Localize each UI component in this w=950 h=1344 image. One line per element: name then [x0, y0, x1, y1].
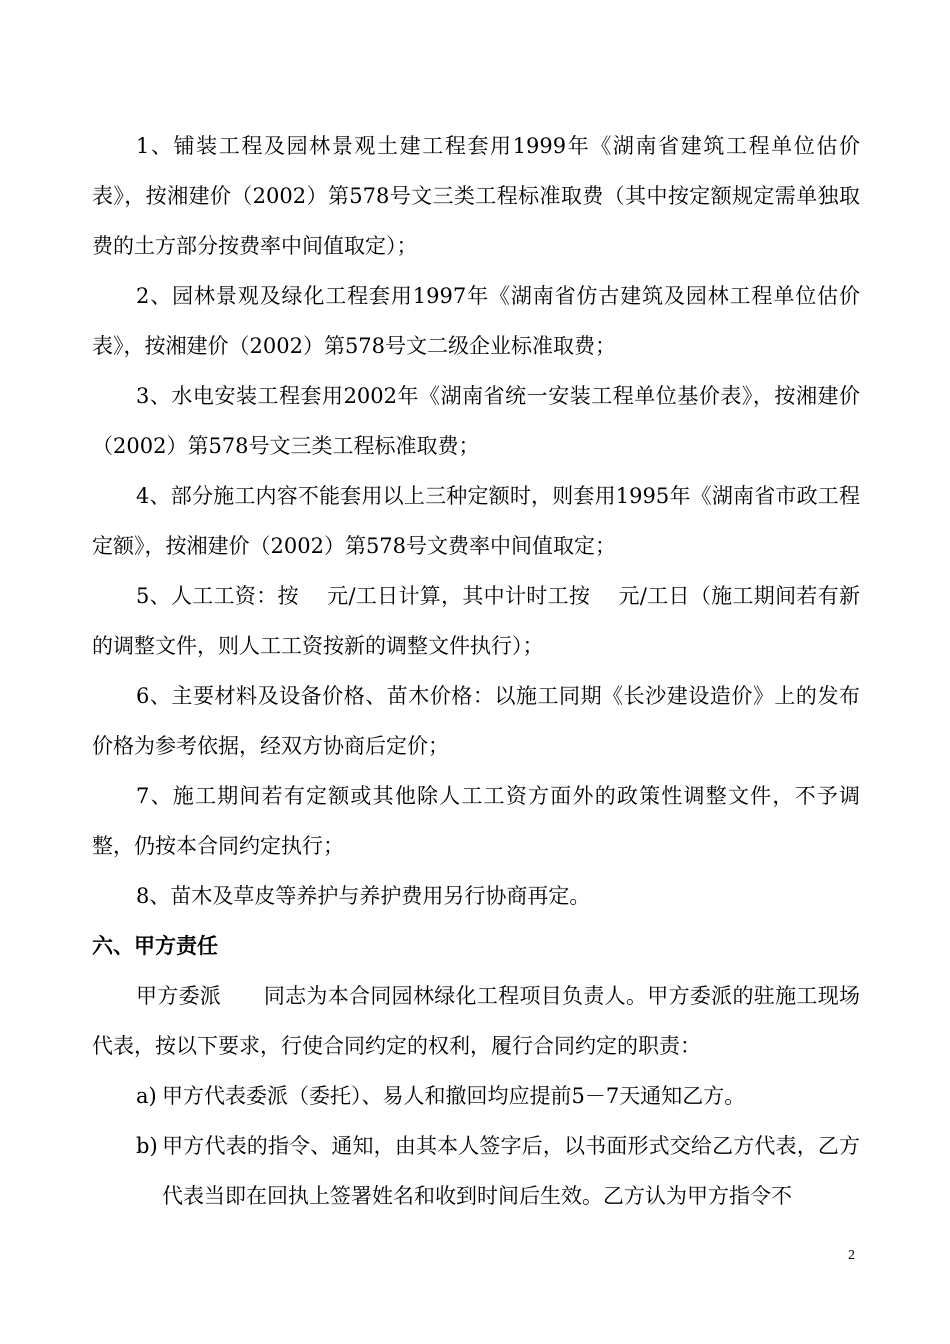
- document-body: [92, 121, 860, 1221]
- list-item-b: [92, 1121, 860, 1221]
- paragraph-4: 4、部分施工内容不能套用以上三种定额时，则套用1995年《湖南省市政工程定额》，按湘建价（2002）第578号文费率中间值取定；: [92, 484, 860, 558]
- list-item-text: 甲方代表的指令、通知，由其本人签字后，以书面形式交给乙方代表，乙方代表当即在回执上签署姓名和收到时间后生效。乙方认为甲方指令不: [162, 1134, 860, 1208]
- list-item-a: [92, 1071, 860, 1121]
- paragraph-8: 8、苗木及草皮等养护与养护费用另行协商再定。: [136, 884, 591, 908]
- paragraph-6: 6、主要材料及设备价格、苗木价格：以施工同期《长沙建设造价》上的发布价格为参考依据，经双方协商后定价；: [92, 684, 860, 758]
- paragraph-5: 5、人工工资：按 元/工日计算，其中计时工按 元/工日（施工期间若有新的调整文件，则人工工资按新的调整文件执行）；: [92, 584, 860, 658]
- paragraph-3: 3、水电安装工程套用2002年《湖南省统一安装工程单位基价表》，按湘建价（2002）第578号文三类工程标准取费；: [92, 384, 860, 458]
- section-intro: 甲方委派 同志为本合同园林绿化工程项目负责人。甲方委派的驻施工现场代表，按以下要求，行使合同约定的权利，履行合同约定的职责：: [92, 984, 860, 1058]
- paragraph-2: 2、园林景观及绿化工程套用1997年《湖南省仿古建筑及园林工程单位估价表》，按湘建价（2002）第578号文二级企业标准取费；: [92, 284, 860, 358]
- paragraph-7: 7、施工期间若有定额或其他除人工工资方面外的政策性调整文件，不予调整，仍按本合同约定执行；: [92, 784, 860, 858]
- list-marker: b): [136, 1134, 158, 1158]
- list-marker: a): [136, 1084, 157, 1108]
- list-item-text: 甲方代表委派（委托）、易人和撤回均应提前5－7天通知乙方。: [162, 1084, 746, 1108]
- page-number: 2: [848, 1248, 855, 1263]
- paragraph-1: 1、铺装工程及园林景观土建工程套用1999年《湖南省建筑工程单位估价表》，按湘建价（2002）第578号文三类工程标准取费（其中按定额规定需单独取费的土方部分按费率中间值取定）；: [92, 134, 860, 258]
- section-heading: 六、甲方责任: [92, 933, 218, 958]
